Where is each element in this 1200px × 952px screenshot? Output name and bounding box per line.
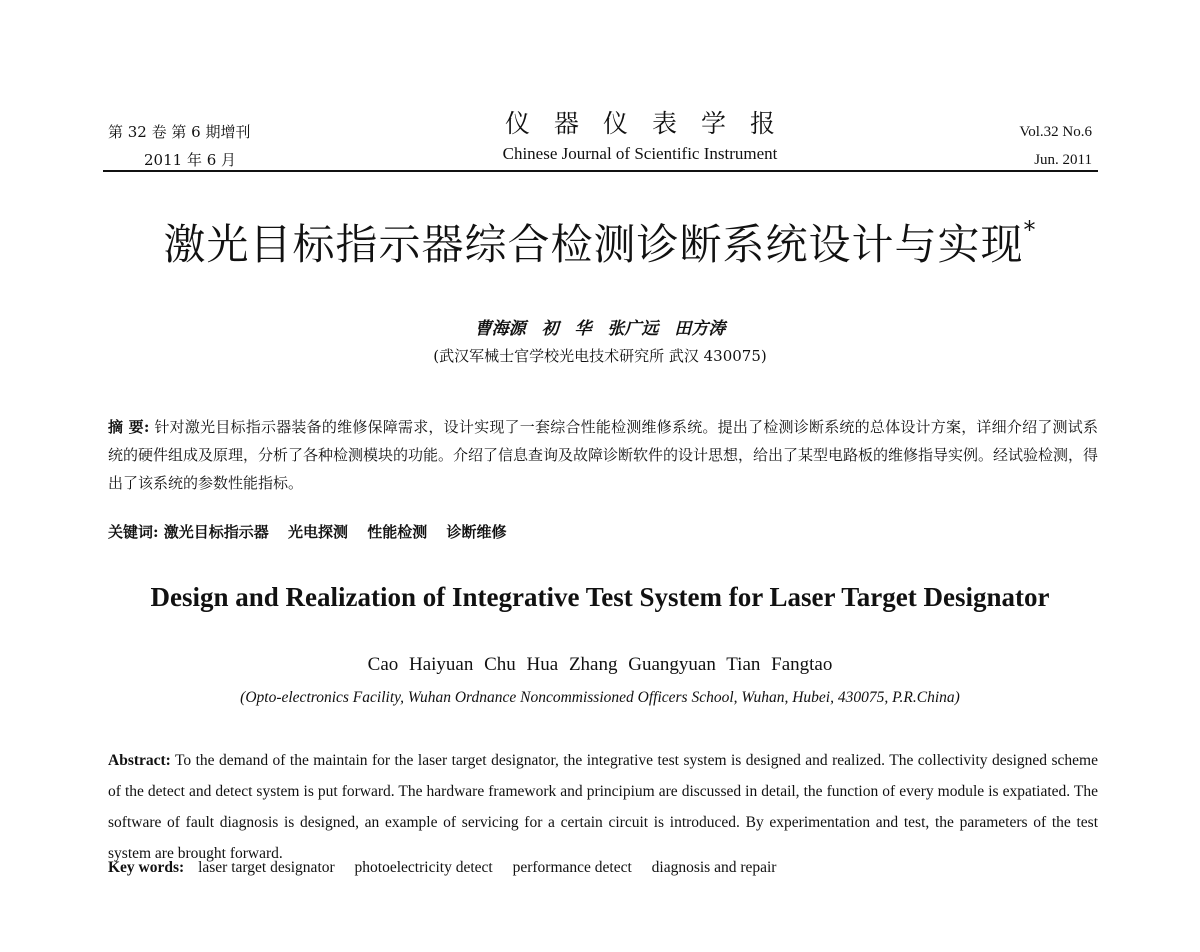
- volume-issue-cn: 第 32 卷 第 6 期增刊: [108, 123, 251, 141]
- abstract-en: [108, 745, 1098, 869]
- keyword-cn-item: 激光目标指示器: [163, 523, 269, 541]
- keyword-cn-item: 诊断维修: [446, 523, 507, 541]
- keywords-en: [108, 854, 1098, 882]
- affiliation-cn: (武汉军械士官学校光电技术研究所 武汉 430075): [433, 347, 767, 365]
- abstract-en-label: Abstract:: [108, 752, 171, 769]
- journal-name-cn: 仪器仪表学报: [504, 109, 799, 138]
- keyword-cn-item: 光电探测: [288, 523, 349, 541]
- keywords-en-label: Key words:: [108, 859, 185, 876]
- paper-title-cn-text: 激光目标指示器综合检测诊断系统设计与实现: [163, 220, 1024, 269]
- keyword-cn-item: 性能检测: [367, 523, 428, 541]
- keywords-cn: [108, 520, 1098, 544]
- affiliation-en: (Opto-electronics Facility, Wuhan Ordnance Noncommissioned Officers School, Wuhan, Hubei, 430075, P.R.China): [240, 689, 960, 706]
- keyword-en-item: laser target designator: [198, 859, 335, 876]
- keyword-en-item: photoelectricity detect: [354, 859, 493, 876]
- title-footnote-mark: *: [1023, 216, 1037, 244]
- keyword-en-item: diagnosis and repair: [651, 859, 777, 876]
- paper-title-cn: [60, 212, 1140, 272]
- abstract-cn-label: 摘 要:: [108, 418, 150, 436]
- date-en: Jun. 2011: [1034, 152, 1092, 168]
- keywords-cn-label: 关键词:: [108, 523, 159, 541]
- keyword-en-item: performance detect: [512, 859, 632, 876]
- abstract-en-text: To the demand of the maintain for the laser target designator, the integrative test system is designed and realized. The collectivity designed scheme of the detect and detect system is put forward. The hardware framework and principium are discussed in detail, the function of every module is expatiated. The software of fault diagnosis is designed, an example of servicing for a certain circuit is introduced. By experimentation and test, the parameters of the test system are brought forward.: [108, 752, 1098, 862]
- abstract-cn: [108, 413, 1098, 497]
- abstract-cn-text: 针对激光目标指示器装备的维修保障需求，设计实现了一套综合性能检测维修系统。提出了检测诊断系统的总体设计方案，详细介绍了测试系统的硬件组成及原理，分析了各种检测模块的功能。介绍了信息查询及故障诊断软件的设计思想，给出了某型电路板的维修指导实例。经试验检测，得出了该系统的参数性能指标。: [108, 418, 1099, 492]
- journal-header-center: [400, 106, 880, 166]
- date-cn: 2011 年 6 月: [144, 151, 237, 169]
- journal-header-left: [108, 118, 250, 174]
- authors-en: Cao Haiyuan Chu Hua Zhang Guangyuan Tian Fangtao: [367, 654, 833, 675]
- authors-cn: 曹海源 初 华 张广远 田方涛: [474, 319, 726, 339]
- volume-en: Vol.32 No.6: [1019, 124, 1092, 140]
- journal-name-en: Chinese Journal of Scientific Instrument: [502, 144, 778, 163]
- journal-header-right: [1019, 118, 1092, 174]
- header-rule: [103, 170, 1098, 172]
- paper-title-en: Design and Realization of Integrative Test System for Laser Target Designator: [150, 582, 1050, 612]
